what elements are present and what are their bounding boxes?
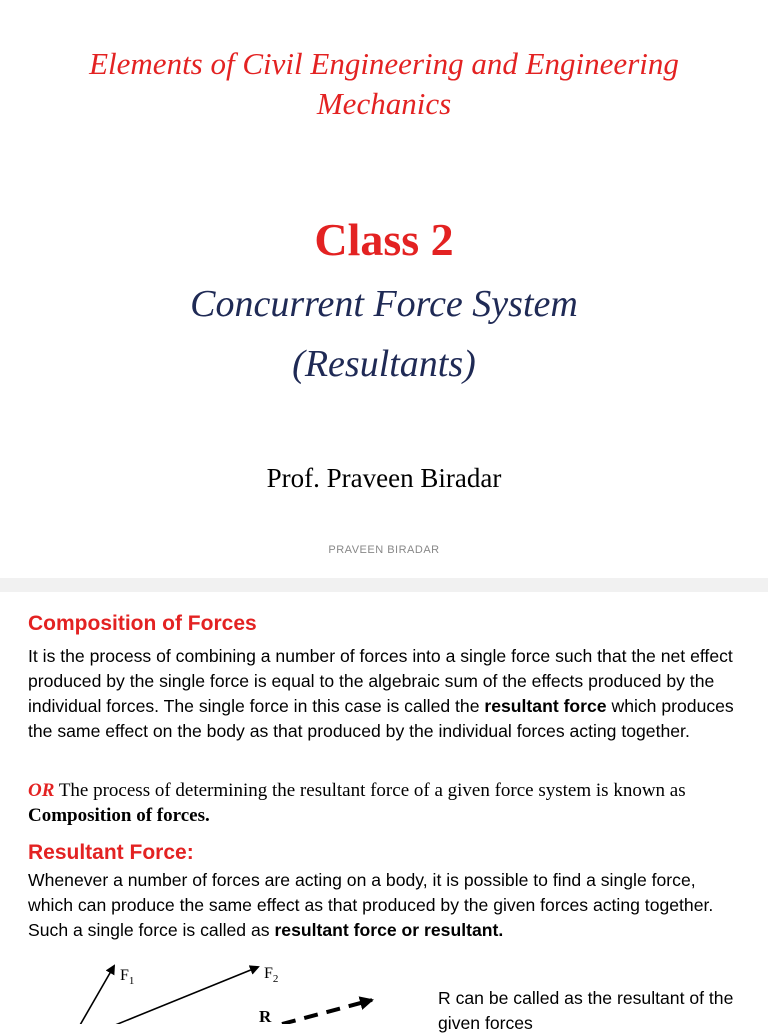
subtitle-line2: (Resultants) (292, 343, 476, 385)
composition-text-1: It is the process of combining a number of forces into a single force such that the net effect produced by the single force is equal to the algebraic sum of the effects produced by the individual forces. The single force in this case is called the (28, 646, 733, 716)
resultant-bold: resultant force or resultant. (274, 920, 504, 940)
force-f1-arrow (76, 966, 114, 1024)
f2-label: $F_2$ (264, 965, 279, 985)
composition-bold: resultant force (484, 696, 607, 716)
r-label: R (259, 1007, 272, 1024)
composition-heading: Composition of Forces (28, 612, 257, 635)
f1-label: $F_1$ (120, 967, 135, 987)
subtitle-line1: Concurrent Force System (190, 283, 578, 325)
resultant-side-note: R can be called as the resultant of the given forces (438, 988, 734, 1033)
or-label: OR (28, 780, 55, 801)
course-title (0, 44, 768, 124)
page-divider (0, 578, 768, 592)
or-bold: Composition of forces. (28, 805, 210, 826)
resultant-r-arrow (282, 1000, 372, 1024)
course-title-line1: Elements of Civil Engineering and Engineering (89, 46, 679, 81)
force-diagram (0, 592, 768, 1024)
course-title-line2: Mechanics (316, 86, 452, 121)
or-text: The process of determining the resultant force of a given force system is known as (54, 780, 686, 801)
composition-text-2: which produces the same effect on the body as that produced by the individual forces acting together. (28, 696, 734, 741)
resultant-heading: Resultant Force: (28, 841, 194, 864)
resultant-text: Whenever a number of forces are acting on a body, it is possible to find a single force, which can produce the same effect as that produced by the given forces acting together. Such a single force is called as (28, 870, 714, 940)
class-title: Class 2 (314, 214, 454, 265)
slide-footer: PRAVEEN BIRADAR (328, 544, 440, 556)
content-slide (0, 592, 768, 1033)
professor-name: Prof. Praveen Biradar (266, 463, 502, 493)
